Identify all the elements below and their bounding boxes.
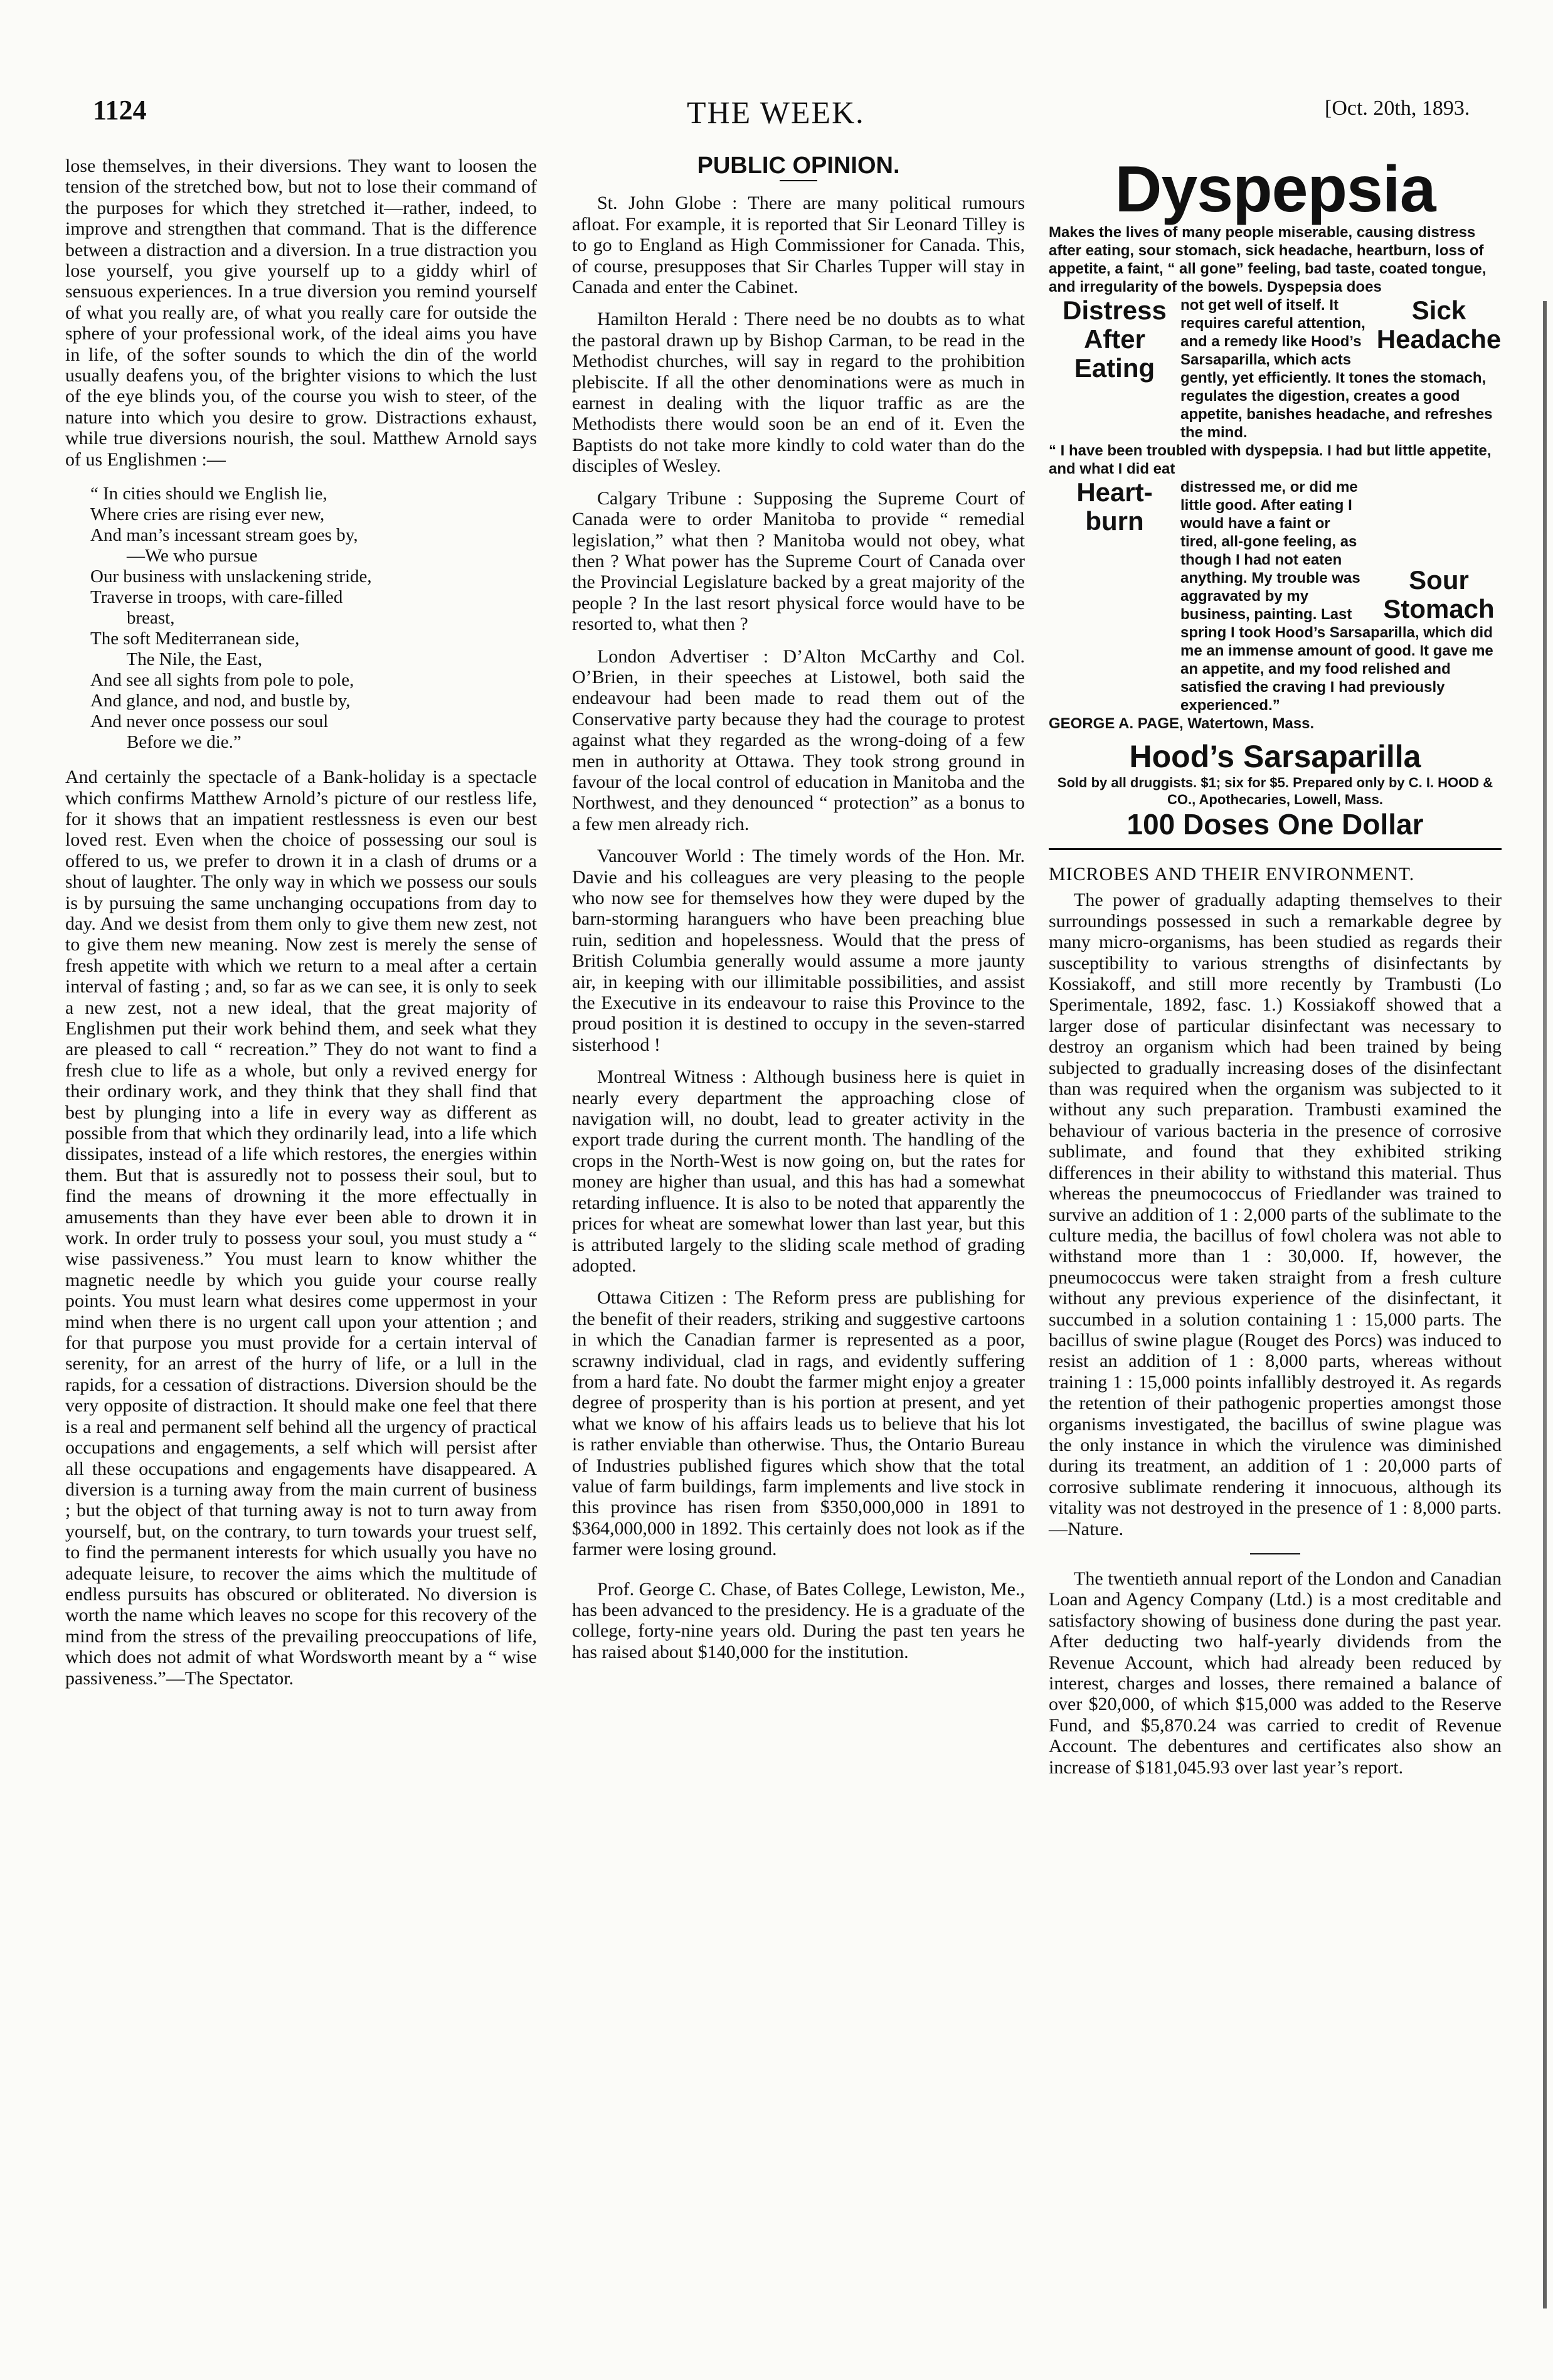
article-title: MICROBES AND THEIR ENVIRONMENT. xyxy=(1049,864,1415,885)
ad-text-span: distressed me, or did me little good. After eating I would have a faint or tired, all-gone feeling, as though I had not eaten anything. My trouble was aggravated by my business, painting. Last spring I took Hood’s Sarsaparilla, which did me an immense amount of good. It gave me an appetite, and my food relished and satisfied the craving I had previously experienced.” xyxy=(1180,479,1493,714)
ad-block xyxy=(1049,478,1502,715)
ad-text xyxy=(1180,296,1502,442)
page-edge xyxy=(1543,301,1547,2308)
article-paragraph: lose themselves, in their diversions. They want to loosen the tension of the stretched bow, but not to lose their command of the purposes for which they stretched it—rather, indeed, to improve and strengthen that command. That is the difference between a distraction and a diversion. In a true distraction you lose yourself, you give yourself up to a giddy whirl of sensuous experiences. In a true diversion you remind yourself of what you really are, of what you really care for outside the sphere of your professional work, of the ideal aims you have in life, of the softer sounds to which the din of the world usually deafens you, of the brighter visions to which the lust of the eye blinds you, of the course you wish to steer, of the nature into which you desire to grow. Distractions exhaust, while true diversions nourish, the soul. Matthew Arnold says of us Englishmen :— xyxy=(65,156,537,470)
page-header xyxy=(0,94,1553,144)
opinion-item: Vancouver World : The timely words of the Hon. Mr. Davie and his colleagues are very pleasing to the people who now see for themselves how they were duped by the barn-storming haranguers who have been preaching blue ruin, sedition and hopelessness. Would that the press of British Columbia generally would assume a more jaunty air, in keeping with our illimitable possibilities, and assist the Executive in its endeavour to raise this Province to the proud position it is destined to occupy in the seven-starred sisterhood ! xyxy=(572,846,1025,1055)
report-paragraph: The twentieth annual report of the London and Canadian Loan and Agency Company (Ltd.) is a most creditable and satisfactory showing of business done during the past year. After deducting two half-yearly dividends from the Revenue Account, which had already been reduced by interest, charges and losses, there remained a balance of over $20,000, of which $15,000 was added to the Reserve Fund, and $5,870.24 was carried to credit of Revenue Account. The debentures and certificates also show an increase of $181,045.93 over last year’s report. xyxy=(1049,1568,1502,1778)
opinion-item: St. John Globe : There are many political rumours afloat. For example, it is reported that Sir Leonard Tilley is to go to England as High Commissioner for Canada. This, of course, presupposes that Sir Charles Tupper will stay in Canada and enter the Cabinet. xyxy=(572,193,1025,298)
poem-line: And never once possess our soul xyxy=(90,711,329,732)
ad-headline: Dyspepsia xyxy=(1115,153,1436,226)
opinion-item: Calgary Tribune : Supposing the Supreme Court of Canada were to order Manitoba to provide “ remedial legislation,” what then ? Manitoba would not obey, what then ? What power has the Supreme Court of Canada over the Provincial Legislature backed by a great majority of the people ? In the last resort physical force would have to be resorted to, what then ? xyxy=(572,487,1025,635)
ad-keyword: Sour Stomach xyxy=(1383,565,1495,624)
poem-line: Our business with unslackening stride, xyxy=(90,566,372,587)
ad-sold-by: Sold by all druggists. $1; six for $5. Prepared only by C. I. HOOD & CO., Apothecaries, Lowell, Mass. xyxy=(1057,775,1493,807)
ad-testimonial: “ I have been troubled with dyspepsia. I had but little appetite, and what I did eat xyxy=(1049,442,1492,477)
ad-keyword: Heart-burn xyxy=(1076,477,1153,536)
column-right xyxy=(1049,153,1502,1780)
ad-keyword: Distress After Eating xyxy=(1063,295,1167,383)
ad-signature: GEORGE A. PAGE, Watertown, Mass. xyxy=(1049,715,1315,732)
opinion-item: Hamilton Herald : There need be no doubts as to what the pastoral drawn up by Bishop Carman, to be read in the Methodist churches, will say in regard to the prohibition plebiscite. If all the other denominations were as much in earnest in dealing with the liquor traffic as are the Methodists there would soon be an end of it. Even the Baptists do not take more kindly to cold water than do the disciples of Wesley. xyxy=(572,309,1025,477)
poem-line: Traverse in troops, with care-filled xyxy=(90,587,343,608)
ad-block xyxy=(1049,296,1502,442)
page-number: 1124 xyxy=(93,95,147,125)
column-left xyxy=(65,156,537,1689)
column-middle xyxy=(572,152,1025,1674)
ad-intro: Makes the lives of many people miserable, causing distress after eating, sour stomach, sick headache, heartburn, loss of appetite, a faint, “ all gone” feeling, bad taste, coated tongue, and irregularity of the bowels. Dyspepsia does xyxy=(1049,224,1487,295)
section-title: PUBLIC OPINION. xyxy=(697,152,900,179)
poem-line: And see all sights from pole to pole, xyxy=(90,670,354,691)
opinion-item: Montreal Witness : Although business here is quiet in nearly every department the approaching close of navigation will, no doubt, lead to greater activity in the export trade during the current month. The handling of the crops in the North-West is now going on, but the rates for money are higher than usual, and this has had a somewhat retarding influence. It is also to be noted that apparently the prices for wheat are somewhat lower than last year, but this is attributed largely to the sliding scale method of grading adopted. xyxy=(572,1066,1025,1276)
issue-date: [Oct. 20th, 1893. xyxy=(1325,97,1470,120)
ad-keyword: Sick Headache xyxy=(1376,295,1502,354)
ad-text-span: not get well of itself. It requires careful attention, and a remedy like Hood’s Sarsaparilla, which acts gently, yet efficiently. It tones the stomach, regulates the digestion, creates a good appetite, banishes headache, and refreshes the mind. xyxy=(1180,297,1493,441)
poem-line: Before we die.” xyxy=(90,732,241,753)
poem-line: And man’s incessant stream goes by, xyxy=(90,525,358,546)
ad-product: Hood’s Sarsaparilla xyxy=(1129,739,1421,774)
journal-title: THE WEEK. xyxy=(687,95,865,130)
poem-line: The soft Mediterranean side, xyxy=(90,629,300,649)
article-paragraph: The power of gradually adapting themselves to their surroundings possessed in such a remarkable degree by many micro-organisms, has been studied as regards their susceptibility to various strengths of disinfectants by Kossiakoff, and still more recently by Trambusti (Lo Sperimentale, 1892, fasc. 1.) Kossiakoff showed that a larger dose of particular disinfectant was necessary to destroy an organism which had been trained by being subjected to gradually increasing doses of the disinfectant than was required when the organism was subjected to it without any such preparation. Trambusti examined the behaviour of various bacteria in the presence of corrosive sublimate, and found that they exhibited striking differences in their ability to withstand this material. Thus whereas the pneumococcus of Friedlander was trained to survive an addition of 1 : 2,000 parts of the sublimate to the culture media, the bacillus of fowl cholera was not able to withstand more than 1 : 30,000. If, however, the pneumococcus were taken straight from a fresh culture without any previous experience of the disinfectant, it succumbed in a solution containing 1 : 15,000 parts. The bacillus of swine plague (Rouget des Porcs) was induced to resist an addition of 1 : 8,000 parts, whereas without training 1 : 15,000 points infallibly destroyed it. As regards the retention of their pathogenic properties amongst those organisms investigated, the bacillus of swine plague was the only instance in which the virulence was diminished during its treatment, an addition of 1 : 20,000 parts of corrosive sublimate rendering it innocuous, although its vitality was not destroyed in the presence of 1 : 8,000 parts.—Nature. xyxy=(1049,890,1502,1539)
opinion-item: London Advertiser : D’Alton McCarthy and Col. O’Brien, in their speeches at Listowel, both said the endeavour had been made to read them out of the Conservative party because they had the courage to protest against what they regarded as the wrong-doing of a few men in authority at Ottawa. They took strong ground in favour of the local control of education in Manitoba and the Northwest, and they denounced “ protection” as a bonus to a few men already rich. xyxy=(572,645,1025,834)
poem-line: breast, xyxy=(90,608,175,629)
poem-line: The Nile, the East, xyxy=(90,649,263,670)
ad-doses: 100 Doses One Dollar xyxy=(1126,808,1424,841)
poem-line: —We who pursue xyxy=(90,546,258,566)
poem xyxy=(90,484,537,753)
opinion-item: Ottawa Citizen : The Reform press are publishing for the benefit of their readers, striking and suggestive cartoons in which the Canadian farmer is represented as a poor, scrawny individual, clad in rags, and evidently suffering from a hard fate. No doubt the farmer might enjoy a greater degree of prosperity than is his portion at present, and yet what we know of his affairs leads us to believe that his lot is rather enviable than otherwise. Thus, the Ontario Bureau of Industries published figures which show that the total value of farm buildings, farm implements and live stock in this province has risen from $350,000,000 in 1891 to $364,000,000 in 1892. This certainly does not look as if the farmer were losing ground. xyxy=(572,1287,1025,1560)
opinion-item: Prof. George C. Chase, of Bates College, Lewiston, Me., has been advanced to the presidency. He is a graduate of the college, forty-nine years old. During the past ten years he has raised about $140,000 for the institution. xyxy=(572,1578,1025,1662)
separator xyxy=(1250,1553,1300,1554)
title-rule xyxy=(780,180,817,181)
poem-line: Where cries are rising ever new, xyxy=(90,504,325,525)
ad-text xyxy=(1180,478,1502,715)
article-paragraph: And certainly the spectacle of a Bank-holiday is a spectacle which confirms Matthew Arnold’s picture of our restless life, for it shows that an impatient restlessness is even our best loved rest. Even when the choice of possessing our soul is offered to us, we prefer to drown it in a clash of drums or a shout of laughter. The only way in which we possess our souls is by pursuing the same unchanging occupations from day to day. And we desist from them only to give them new zest, not to give them new meaning. Now zest is merely the sense of fresh appetite with which we return to a meal after a certain interval of fasting ; and, so far as we can see, it is only to seek a new zest, not a new ideal, that the great majority of Englishmen put their work behind them, and seek what they are pleased to call “ recreation.” They do not want to find a fresh clue to life as a whole, but only a revived energy for their ordinary work, and they think that they shall find that best by plunging into a life in every way as different as possible from that which they ordinarily lead, into a life which dissipates, instead of a life which restores, the energies within them. But that is assuredly not to possess their soul, but to find the means of drowning it the more effectually in amusements than they have ever been able to drown it in work. In order truly to possess your soul, you must study a “ wise passiveness.” You must learn to know whither the magnetic needle by which you guide your course really points. You must learn what desires come uppermost in your mind when there is no urgent call upon your attention ; and for that purpose you must provide for a certain interval of serenity, for an arrest of the hurry of life, or a lull in the rapids, for a cessation of distractions. Diversion should be the very opposite of distraction. It should make one feel that there is a real and permanent self behind all the urgency of practical occupations and engagements, a self which will persist after all these occupations and engagements have disappeared. A diversion is a turning away from the main current of business ; but the object of that turning away is not to turn away from yourself, but, on the contrary, to turn towards your truest self, to find the permanent interests for which usually you have no adequate leisure, to recover the aims which the multitude of endless pursuits has obscured or obliterated. No diversion is worth the name which leaves no scope for this recovery of the mind from the stress of the prevailing preoccupations of life, which does not admit of what Wordsworth meant by a “ wise passiveness.”—The Spectator. xyxy=(65,767,537,1689)
advertisement xyxy=(1049,153,1502,850)
poem-line: And glance, and nod, and bustle by, xyxy=(90,691,351,711)
poem-line: “ In cities should we English lie, xyxy=(90,484,327,504)
